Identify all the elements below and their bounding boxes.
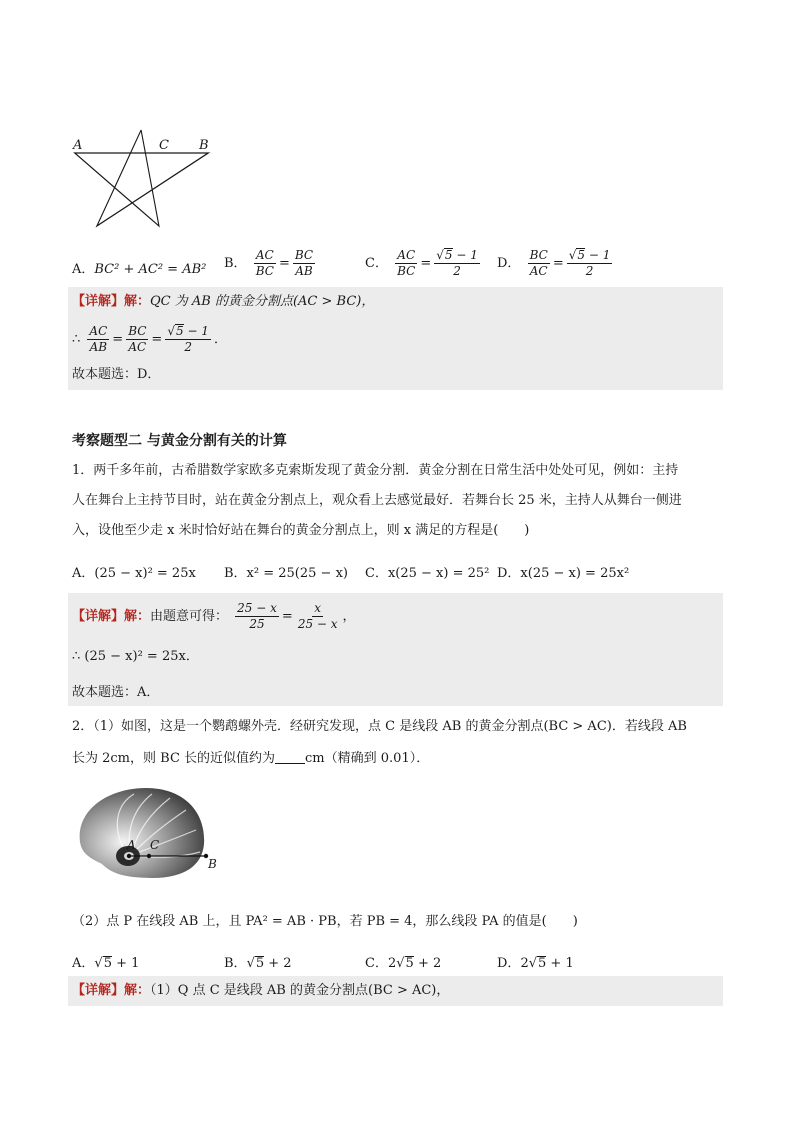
q2-line2: 长为 2cm，则 BC 长的近似值约为 cm（精确到 0.01）． xyxy=(72,751,430,766)
prev-option-a: A．BC² + AC² = AB² xyxy=(72,262,207,277)
q1-line2: 人在舞台上主持节目时，站在黄金分割点上，观众看上去感觉最好．若舞台长 25 米，主持人从舞台一侧进 xyxy=(72,493,682,508)
q2-line1: 2．（1）如图，这是一个鹦鹉螺外壳．经研究发现，点 C 是线段 AB 的黄金分割点(BC > AC)．若线段 AB xyxy=(72,719,687,734)
q2-option-d: D．2√5 + 1 xyxy=(497,956,574,971)
nautilus-shell-figure xyxy=(72,782,222,882)
q1-line1: 1．两千多年前，古希腊数学家欧多克索斯发现了黄金分割．黄金分割在日常生活中处处可见，例如：主持 xyxy=(72,463,679,478)
section-title: 考察题型二 与黄金分割有关的计算 xyxy=(72,433,287,449)
q1-option-c: C．x(25 − x) = 25² xyxy=(365,566,490,581)
q2-option-c: C．2√5 + 2 xyxy=(365,956,442,971)
q1-line3: 入，设他至少走 x 米时恰好站在舞台的黄金分割点上，则 x 满足的方程是( ) xyxy=(72,523,530,538)
q1-option-d: D．x(25 − x) = 25x² xyxy=(497,566,630,581)
q2-option-a: A．√5 + 1 xyxy=(72,956,140,971)
prev-answer-line1: 【详解】解：QC 为 AB 的黄金分割点(AC > BC)， xyxy=(72,294,375,309)
q2-option-b: B．√5 + 2 xyxy=(224,956,292,971)
answer-blank xyxy=(275,763,305,764)
q1-answer-line2: ∴ (25 − x)² = 25x． xyxy=(72,649,199,664)
q1-answer-choice: 故本题选：A． xyxy=(72,685,160,700)
q2-part2: （2）点 P 在线段 AB 上，且 PA² = AB · PB，若 PB = 4，那么线段 PA 的值是( ) xyxy=(72,914,578,929)
prev-answer-choice: 故本题选：D． xyxy=(72,367,161,382)
prev-option-d: D． $\frac{BC}{AC}$ = $\frac{√5 - 1}{2}$ xyxy=(497,248,611,278)
star-label-a: A xyxy=(73,138,83,153)
prev-answer-line2: ∴ $\frac{AC}{AB}$ = $\frac{BC}{AC}$ = $\frac{√5 - 1}{2}$ ． xyxy=(72,324,227,354)
shell-label-c: C xyxy=(150,838,160,852)
shell-label-b: B xyxy=(208,857,217,871)
q2-answer-line1: 【详解】解：（1）Q 点 C 是线段 AB 的黄金分割点(BC > AC)， xyxy=(72,983,450,998)
star-label-b: B xyxy=(199,138,209,153)
q1-option-a: A．(25 − x)² = 25x xyxy=(72,566,196,581)
star-label-c: C xyxy=(159,138,169,153)
star-figure xyxy=(68,128,218,234)
q1-answer-line1: 【详解】解：由题意可得： $\frac{25 - x}{25}$ = $\frac{x}{25 - x}$ ， xyxy=(72,601,356,631)
shell-label-a: A xyxy=(127,838,136,852)
prev-option-c: C． $\frac{AC}{BC}$ = $\frac{√5 - 1}{2}$ xyxy=(365,248,478,278)
q1-option-b: B．x² = 25(25 − x) xyxy=(224,566,348,581)
prev-option-b: B． $\frac{AC}{BC}$ = $\frac{BC}{AB}$ xyxy=(224,248,314,278)
